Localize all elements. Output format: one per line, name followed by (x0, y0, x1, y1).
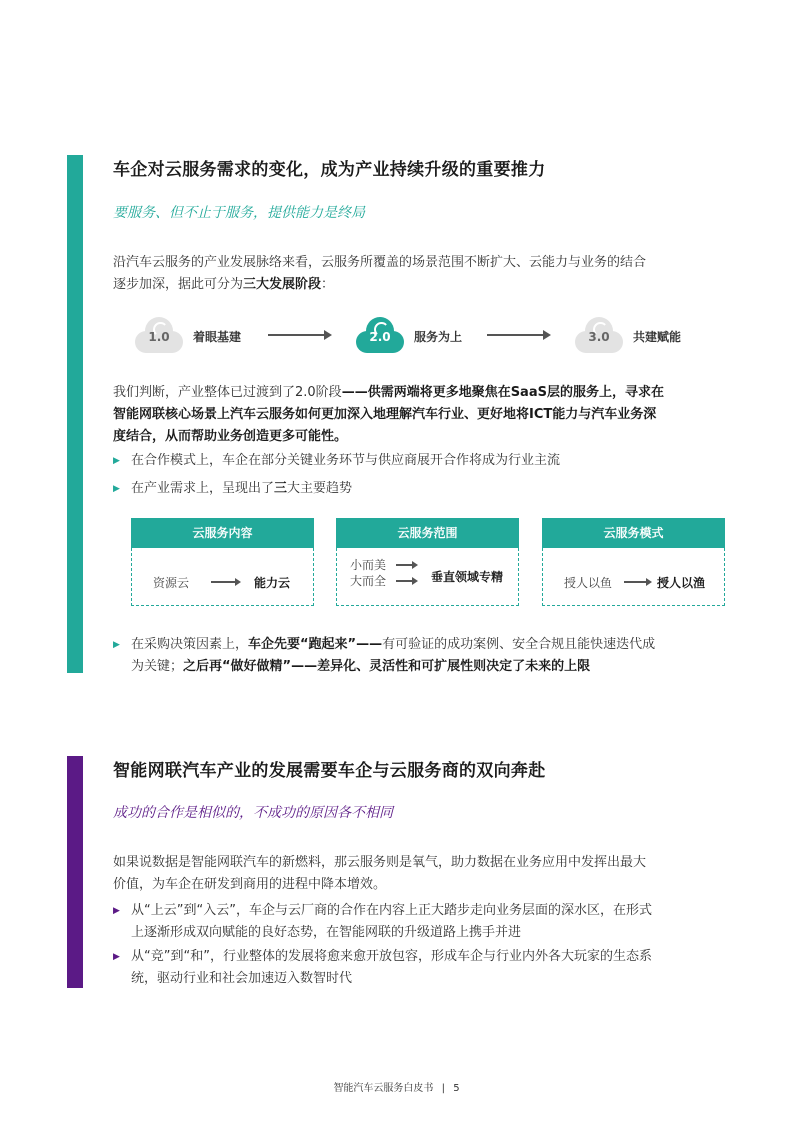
stage-1-label: 着眼基建 (193, 329, 242, 344)
judgement-bold-2: 智能网联核心场景上汽车云服务如何更加深入地理解汽车行业、更好地将ICT能力与汽车业务深 (113, 407, 657, 422)
bullet1-line2: 上逐渐形成双向赋能的良好态势，在智能网联的升级道路上携手并进 (131, 925, 522, 940)
stage-2-label: 服务为上 (414, 329, 463, 344)
stage-3-label: 共建赋能 (633, 329, 682, 344)
page-number: 5 (453, 1083, 460, 1094)
trend-from: 资源云 (153, 576, 190, 590)
bullet2-post: 大主要趋势 (287, 481, 353, 496)
section2-bullet-1 (113, 900, 725, 944)
section1-judgement (113, 382, 723, 448)
stage-1 (135, 316, 241, 356)
bullet3-bold-1: 车企先要“跑起来”—— (248, 637, 383, 652)
triangle-bullet-icon: ▶ (113, 906, 120, 916)
trend-to: 能力云 (254, 576, 291, 590)
stage-3-number: 3.0 (588, 330, 610, 344)
trend-box-title: 云服务模式 (542, 518, 725, 548)
section1-intro (113, 252, 723, 296)
footer-doc-title: 智能汽车云服务白皮书 (333, 1083, 434, 1094)
bullet2-line1: 从“竞”到“和”，行业整体的发展将愈来愈开放包容，形成车企与行业内外各大玩家的生态系 (131, 949, 652, 964)
trend-box-title: 云服务内容 (131, 518, 314, 548)
trend-box-mode (542, 518, 725, 606)
intro-line2-text: 逐步加深，据此可分为 (113, 277, 244, 292)
section2-accent-bar (67, 756, 83, 988)
bullet-text (131, 478, 725, 500)
judgement-bold-1: ——供需两端将更多地聚焦在SaaS层的服务上，寻求在 (341, 385, 664, 400)
section1-bullet-3 (113, 634, 725, 678)
arrow-right-icon (396, 564, 416, 566)
bullet-text (131, 946, 725, 990)
stage-2-number: 2.0 (369, 330, 391, 344)
section2-intro-line1: 如果说数据是智能网联汽车的新燃料，那云服务则是氧气，助力数据在业务应用中发挥出最大 (113, 855, 647, 870)
cloud-icon (356, 317, 404, 355)
arrow-right-icon (211, 581, 239, 583)
bullet3-bold-2: 之后再“做好做精”——差异化、灵活性和可扩展性则决定了未来的上限 (183, 659, 591, 674)
triangle-bullet-icon: ▶ (113, 456, 120, 466)
stage-3 (575, 316, 681, 356)
section2-subtitle: 成功的合作是相似的，不成功的原因各不相同 (113, 805, 393, 821)
trend-from-2: 大而全 (350, 574, 387, 588)
triangle-bullet-icon: ▶ (113, 640, 120, 650)
judgement-text: 我们判断，产业整体已过渡到了2.0阶段 (113, 385, 342, 400)
arrow-right-icon (396, 580, 416, 582)
stage-2 (356, 316, 462, 356)
bullet2-line2: 统，驱动行业和社会加速迈入数智时代 (131, 971, 353, 986)
page-footer (0, 1079, 793, 1094)
section2-intro (113, 852, 723, 896)
bullet3-line2-text: 为关键； (131, 659, 184, 674)
section1-intro-line2 (113, 274, 723, 296)
trend-from: 授人以鱼 (564, 576, 613, 590)
trend-box-scope (336, 518, 519, 606)
bullet2-bold: 三 (274, 481, 288, 496)
bullet3-mid: 有可验证的成功案例、安全合规且能快速迭代成 (382, 637, 656, 652)
section1-bullet-2 (113, 478, 725, 500)
section1-bullet-1 (113, 450, 725, 472)
arrow-right-icon (487, 334, 549, 336)
bullet2-text: 在产业需求上，呈现出了 (131, 481, 275, 496)
cloud-icon (575, 317, 623, 355)
bullet-text (131, 634, 725, 678)
section1-intro-line1: 沿汽车云服务的产业发展脉络来看，云服务所覆盖的场景范围不断扩大、云能力与业务的结合 (113, 255, 647, 270)
triangle-bullet-icon: ▶ (113, 484, 120, 494)
trend-box-title: 云服务范围 (336, 518, 519, 548)
trend-to: 授人以渔 (657, 576, 706, 590)
bullet1-line1: 从“上云”到“入云”，车企与云厂商的合作在内容上正大踏步走向业务层面的深水区，在形式 (131, 903, 652, 918)
section2-bullet-2 (113, 946, 725, 990)
triangle-bullet-icon: ▶ (113, 952, 120, 962)
section1-subtitle: 要服务、但不止于服务，提供能力是终局 (113, 205, 365, 221)
judgement-line1 (113, 382, 723, 404)
trend-to: 垂直领域专精 (431, 570, 504, 584)
trend-from-1: 小而美 (350, 558, 387, 572)
intro-line2-bold: 三大发展阶段 (243, 277, 322, 292)
section1-accent-bar (67, 155, 83, 673)
bullet-text (131, 900, 725, 944)
section1-title: 车企对云服务需求的变化，成为产业持续升级的重要推力 (113, 160, 546, 180)
bullet-text: 在合作模式上，车企在部分关键业务环节与供应商展开合作将成为行业主流 (131, 453, 561, 468)
bullet3-text: 在采购决策因素上， (131, 637, 249, 652)
arrow-right-icon (268, 334, 330, 336)
trend-box-content (131, 518, 314, 606)
stage-1-number: 1.0 (148, 330, 170, 344)
intro-line2-colon: ： (321, 277, 335, 292)
footer-separator: | (441, 1083, 445, 1094)
cloud-icon (135, 317, 183, 355)
arrow-right-icon (624, 581, 650, 583)
section2-intro-line2: 价值，为车企在研发到商用的进程中降本增效。 (113, 877, 387, 892)
section2-title: 智能网联汽车产业的发展需要车企与云服务商的双向奔赴 (113, 761, 546, 781)
judgement-bold-3: 度结合，从而帮助业务创造更多可能性。 (113, 429, 348, 444)
